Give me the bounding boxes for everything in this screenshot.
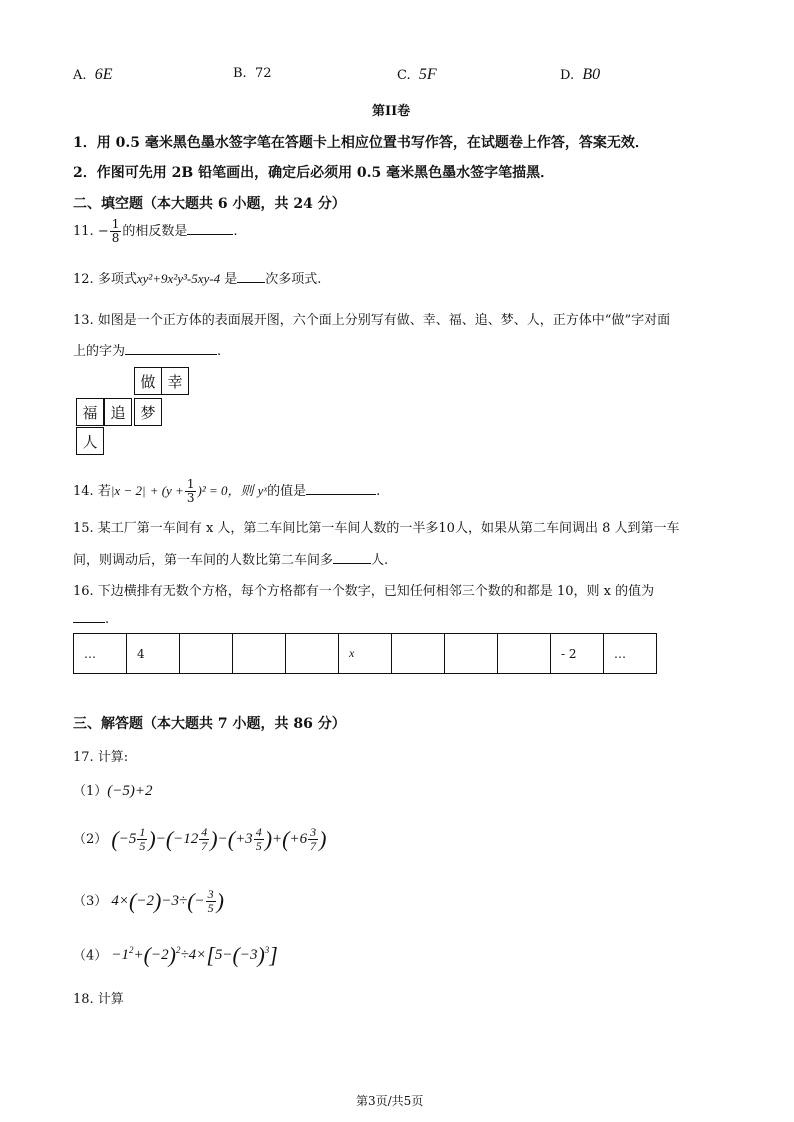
answer-blank <box>333 550 371 564</box>
strip-cell <box>233 634 286 674</box>
option-c <box>397 66 437 84</box>
section-title: 二、填空题（本大题共 6 小题，共 24 分） <box>73 196 346 212</box>
question-13-line2 <box>73 340 221 359</box>
question-text: 的值是 <box>267 484 307 499</box>
strip-cell <box>498 634 551 674</box>
option-b <box>233 66 272 81</box>
option-value: 72 <box>254 66 272 81</box>
fraction <box>110 218 122 245</box>
strip-cell: … <box>74 634 127 674</box>
question-end: 次多项式. <box>265 272 322 287</box>
option-value: B0 <box>582 66 601 83</box>
net-cell-zhui: 追 <box>104 398 132 426</box>
answer-blank <box>187 221 233 235</box>
question-17-part-4 <box>73 943 278 969</box>
question-end: . <box>233 224 238 239</box>
option-label: C. <box>397 68 411 83</box>
question-text: 的相反数是 <box>122 224 188 239</box>
question-text: 多项式 <box>97 272 137 287</box>
net-cell-ren: 人 <box>76 427 104 455</box>
strip-cell: … <box>604 634 657 674</box>
strip-cell: x <box>339 634 392 674</box>
option-a <box>73 66 113 84</box>
strip-cell <box>286 634 339 674</box>
question-17-part-3 <box>73 888 224 915</box>
answer-blank <box>237 269 265 283</box>
question-text: 间，则调动后，第一车间的人数比第二车间多 <box>73 553 334 568</box>
numerator: 1 <box>111 217 120 231</box>
strip-cell: - 2 <box>551 634 604 674</box>
strip-cell <box>445 634 498 674</box>
net-cell-meng: 梦 <box>134 398 162 426</box>
net-cell-zuo: 做 <box>134 367 162 395</box>
answer-blank <box>125 341 217 355</box>
question-number: 12. <box>73 272 94 287</box>
math-expression: $-1^2+(-2)^2\div 4\times[5-(-3)^3]$ <box>111 943 278 968</box>
strip-cell: 4 <box>127 634 180 674</box>
option-value: 6E <box>94 66 113 83</box>
denominator: 3 <box>186 491 195 505</box>
question-17-title: 17. 计算: <box>73 750 129 765</box>
polynomial-expression: xy²+9x²y³-5xy-4 <box>136 271 221 286</box>
absolute-value-expression: |x − 2| <box>110 483 146 498</box>
net-cell-fu: 福 <box>76 398 104 426</box>
question-11 <box>73 218 238 245</box>
question-text: 若 <box>97 484 111 499</box>
part-title: 第II卷 <box>372 104 411 119</box>
section-title: 三、解答题（本大题共 7 小题，共 86 分） <box>73 716 346 732</box>
strip-cell <box>180 634 233 674</box>
instruction-1: 1．用 0.5 毫米黑色墨水签字笔在答题卡上相应位置书写作答，在试题卷上作答，答案无效． <box>73 135 649 151</box>
number-strip <box>73 633 657 674</box>
question-text: 是 <box>224 272 238 287</box>
option-label: B. <box>233 66 247 81</box>
question-17-part-1 <box>73 780 153 800</box>
answer-blank <box>306 481 376 495</box>
question-number: 14. <box>73 484 94 499</box>
question-end: 人. <box>371 553 389 568</box>
expression-part: )² = 0，则 <box>197 483 254 498</box>
part-label: （3） <box>73 893 108 909</box>
question-16-line1: 16. 下边横排有无数个方格，每个方格都有一个数字，已知任何相邻三个数的和都是 10，则 x 的值为 <box>73 584 655 599</box>
denominator: 8 <box>111 231 120 245</box>
option-label: D. <box>560 68 575 83</box>
strip-cell <box>392 634 445 674</box>
power-expression: yˣ <box>257 483 268 498</box>
option-value: 5F <box>418 66 437 83</box>
question-16-line2 <box>73 609 109 627</box>
option-label: A. <box>73 68 87 83</box>
instruction-2: 2．作图可先用 2B 铅笔画出，确定后必须用 0.5 毫米黑色墨水签字笔描黑． <box>73 165 555 181</box>
question-15-line2 <box>73 549 388 568</box>
question-14 <box>73 478 380 505</box>
fraction <box>185 478 197 505</box>
math-expression: (−5)+2 <box>107 783 153 799</box>
question-text: 上的字为 <box>73 344 126 359</box>
part-label: （4） <box>73 948 108 964</box>
expression-part: + (y + <box>149 483 184 498</box>
question-12 <box>73 268 321 287</box>
math-expression: (−5 $\frac{1}{5}$ )−(−12 $\frac{4}{7}$ )−(+3 $\frac{4}{5}$ )+(+6 $\frac{3}{7}$ ) <box>111 825 327 853</box>
question-17-part-2 <box>73 826 326 853</box>
numerator: 1 <box>186 477 195 491</box>
question-15-line1: 15. 某工厂第一车间有 x 人，第二车间比第一车间人数的一半多10人，如果从第二车间调出 8 人到第一车 <box>73 521 680 536</box>
option-d <box>560 66 600 84</box>
part-label: （1） <box>73 784 108 799</box>
question-end: . <box>217 344 222 359</box>
question-number: 11. <box>73 224 94 239</box>
part-label: （2） <box>73 831 108 847</box>
question-end: . <box>376 484 381 499</box>
question-end: . <box>105 612 110 627</box>
question-18-title: 18. 计算 <box>73 992 124 1007</box>
net-cell-xing: 幸 <box>161 367 189 395</box>
answer-blank <box>73 609 105 623</box>
question-13-line1: 13. 如图是一个正方体的表面展开图，六个面上分别写有做、幸、福、追、梦、人，正方体中“做”字对面 <box>73 313 671 328</box>
minus-sign: − <box>97 224 109 239</box>
math-expression: 4×(−2)−3÷(− $\frac{3}{5}$ ) <box>111 887 224 915</box>
page-footer: 第3页/共5页 <box>356 1094 424 1108</box>
